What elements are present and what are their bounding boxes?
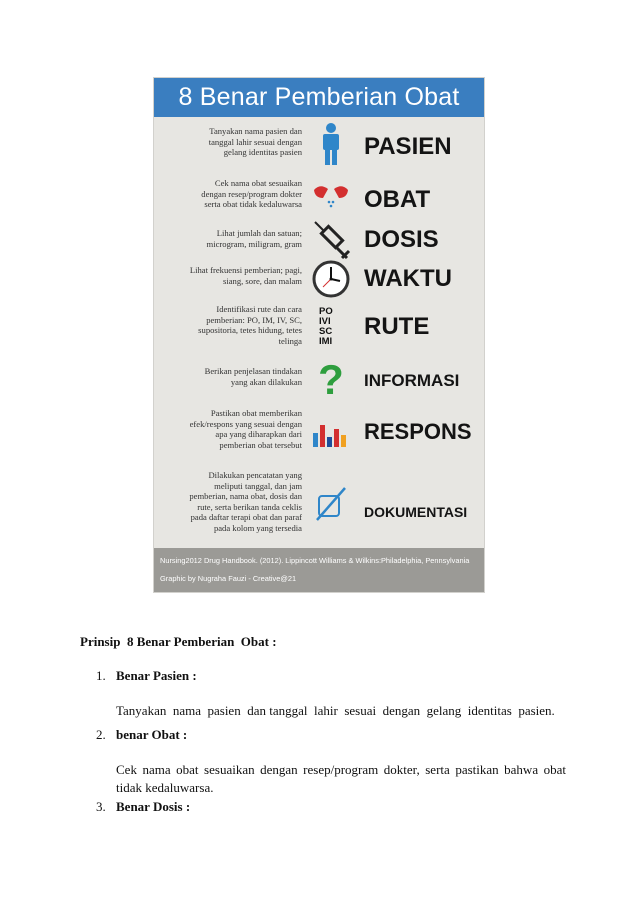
item-number: 2.	[96, 727, 106, 742]
row-label: INFORMASI	[364, 371, 460, 390]
row-dosis	[154, 214, 484, 264]
row-label: PASIEN	[364, 133, 452, 160]
row-label: DOSIS	[364, 226, 439, 253]
row-dokumentasi	[154, 470, 484, 533]
list-item	[96, 727, 566, 799]
item-title: benar Obat :	[116, 727, 188, 742]
item-number: 1.	[96, 668, 106, 683]
infographic	[153, 77, 485, 593]
question-icon: ?	[318, 356, 344, 403]
infographic-title: 8 Benar Pemberian Obat	[154, 78, 484, 117]
item-body: Tanyakan nama pasien dan tanggal lahir sesuai dengan gelang identitas pasien.	[116, 703, 555, 718]
row-description: Identifikasi rute dan cara pemberian: PO, IM, IV, SC, supositoria, tetes hidung, tetes telinga	[198, 304, 302, 346]
row-label: RUTE	[364, 313, 430, 340]
row-description: Lihat frekuensi pemberian; pagi, siang, sore, dan malam	[189, 265, 302, 286]
item-title: Benar Pasien :	[116, 668, 197, 683]
row-label: WAKTU	[364, 265, 452, 292]
item-number: 3.	[96, 799, 106, 814]
row-description: Cek nama obat sesuaikan dengan resep/program dokter serta obat tidak kedaluwarsa	[201, 178, 302, 209]
footer-source: Nursing2012 Drug Handbook. (2012). Lippincott Williams & Wilkins:Philadelphia, Pennsylvania	[160, 556, 470, 565]
row-informasi	[154, 358, 484, 408]
row-label: RESPONS	[364, 419, 472, 444]
row-waktu	[154, 259, 484, 309]
section-heading: Prinsip 8 Benar Pemberian Obat :	[80, 634, 277, 649]
syringe-icon	[311, 218, 351, 262]
row-rute	[154, 303, 484, 353]
principles-list	[96, 668, 566, 833]
row-description: Lihat jumlah dan satuan; microgram, miligram, gram	[206, 228, 302, 249]
row-respons	[154, 407, 484, 457]
row-description: Berikan penjelasan tindakan yang akan dilakukan	[204, 366, 302, 387]
infographic-footer	[154, 548, 484, 592]
bar-chart-icon	[311, 411, 351, 455]
row-pasien	[154, 122, 484, 172]
clock-icon	[311, 259, 351, 303]
list-item	[96, 668, 566, 727]
route-abbreviations-icon: PO IVI SC IMI	[319, 306, 333, 347]
footer-credit: Graphic by Nugraha Fauzi - Creative@21	[160, 574, 297, 583]
row-description: Pastikan obat memberikan efek/respons yang sesuai dengan apa yang diharapkan dari pemberian obat tersebut	[189, 408, 302, 450]
item-title: Benar Dosis :	[116, 799, 191, 814]
person-icon	[311, 122, 351, 166]
row-label: DOKUMENTASI	[364, 504, 468, 520]
row-description: Dilakukan pencatatan yang meliputi tanggal, dan jam pemberian, nama obat, dosis dan rute, serta berikan tanda ceklis pada daftar terapi obat dan paraf pada kolom yang tersedia	[189, 470, 302, 533]
list-item	[96, 799, 566, 833]
item-body: Cek nama obat sesuaikan dengan resep/program dokter, serta pastikan bahwa obat tidak kedaluwarsa.	[116, 762, 566, 795]
row-description: Tanyakan nama pasien dan tanggal lahir sesuai dengan gelang identitas pasien	[208, 126, 302, 157]
pencil-check-icon	[311, 484, 351, 528]
row-label: OBAT	[364, 186, 431, 213]
